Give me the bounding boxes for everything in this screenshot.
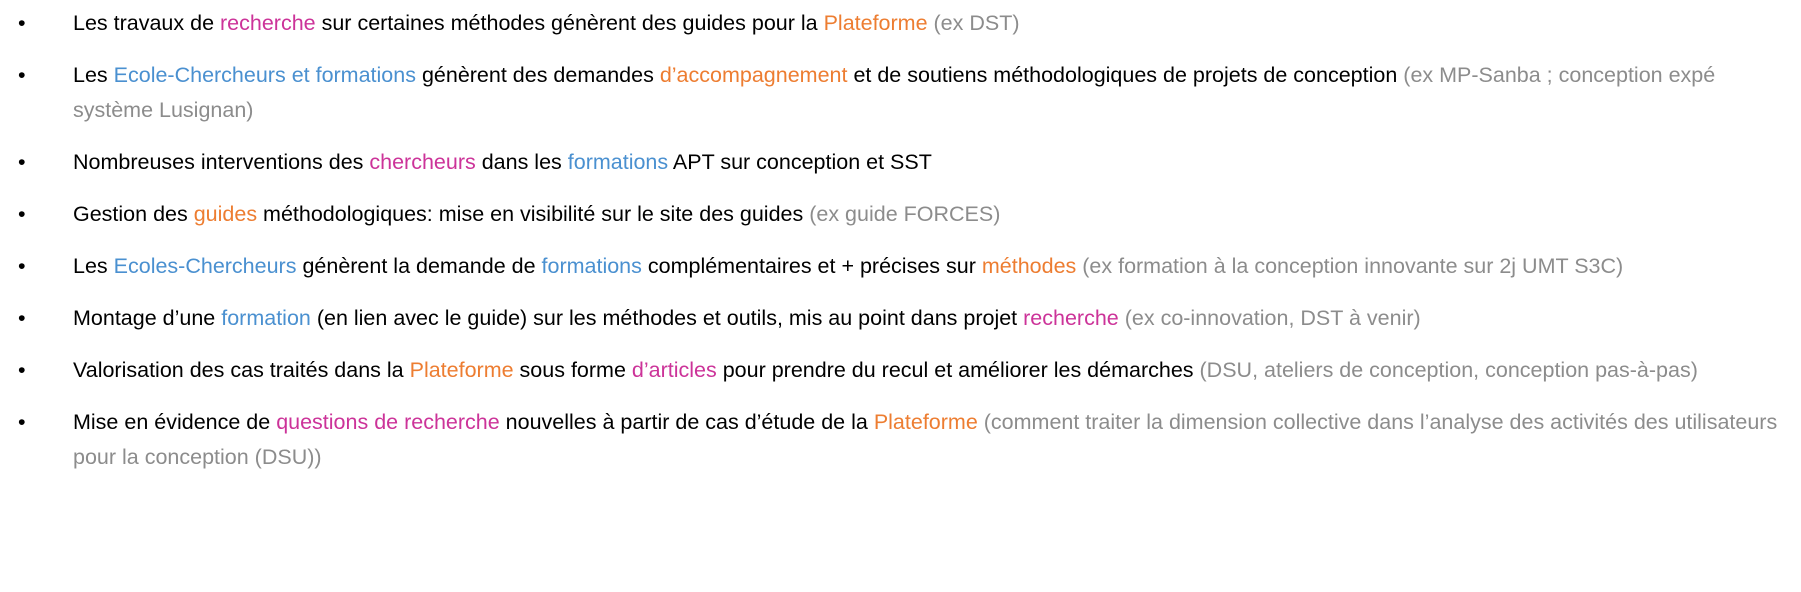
bullet-dot-icon: • bbox=[18, 63, 26, 87]
bullet-text-segment: Gestion des bbox=[73, 202, 194, 226]
bullet-text-segment: Les travaux de bbox=[73, 11, 221, 35]
bullet-item bbox=[18, 301, 1788, 336]
bullet-text-segment: recherche bbox=[1023, 306, 1119, 330]
bullet-text-segment: Nombreuses interventions des bbox=[73, 150, 370, 174]
bullet-text-segment: Ecole-Chercheurs et formations bbox=[113, 63, 416, 87]
bullet-text-segment: Ecoles-Chercheurs bbox=[113, 254, 297, 278]
bullet-text-segment: et de soutiens méthodologiques de projets de conception bbox=[847, 63, 1404, 87]
bullet-text-segment: d’accompagnement bbox=[659, 63, 848, 87]
bullet-dot-icon: • bbox=[18, 150, 26, 174]
bullet-text-segment: Valorisation des cas traités dans la bbox=[73, 358, 410, 382]
bullet-text-segment: (comment traiter la dimension collective dans l’analyse des activités des utilisateurs pour la conception (DSU)) bbox=[73, 410, 1778, 469]
bullet-text-segment: (ex MP-Sanba ; conception expé système Lusignan) bbox=[73, 63, 1716, 122]
bullet-item bbox=[18, 197, 1788, 232]
bullet-dot-icon: • bbox=[18, 11, 26, 35]
bullet-list bbox=[18, 6, 1788, 492]
bullet-text-segment: Plateforme bbox=[409, 358, 514, 382]
bullet-text-segment: Plateforme bbox=[873, 410, 978, 434]
bullet-text-segment: Plateforme bbox=[823, 11, 928, 35]
bullet-text-segment: complémentaires et + précises sur bbox=[641, 254, 982, 278]
bullet-text-segment: guides bbox=[193, 202, 258, 226]
bullet-text-segment: Montage d’une bbox=[73, 306, 222, 330]
bullet-text-segment: recherche bbox=[220, 11, 316, 35]
bullet-text-segment: formation bbox=[221, 306, 311, 330]
bullet-text-segment: génèrent des demandes bbox=[415, 63, 660, 87]
bullet-text-segment: (en lien avec le guide) sur les méthodes et outils, mis au point dans projet bbox=[310, 306, 1024, 330]
bullet-text-segment: méthodologiques: mise en visibilité sur le site des guides bbox=[257, 202, 810, 226]
bullet-text-segment: questions de recherche bbox=[276, 410, 500, 434]
bullet-text-segment: Les bbox=[73, 254, 114, 278]
bullet-text-segment: Les bbox=[73, 63, 114, 87]
bullet-text-segment: pour prendre du recul et améliorer les démarches bbox=[716, 358, 1200, 382]
bullet-text-segment: génèrent la demande de bbox=[296, 254, 542, 278]
bullet-text-segment: (ex DST) bbox=[927, 11, 1020, 35]
bullet-item bbox=[18, 405, 1788, 475]
bullet-text-segment: Mise en évidence de bbox=[73, 410, 277, 434]
bullet-text-segment: formations bbox=[567, 150, 669, 174]
bullet-text-segment: méthodes bbox=[981, 254, 1077, 278]
bullet-dot-icon: • bbox=[18, 202, 26, 226]
bullet-dot-icon: • bbox=[18, 254, 26, 278]
bullet-text-segment: d’articles bbox=[631, 358, 717, 382]
bullet-dot-icon: • bbox=[18, 306, 26, 330]
bullet-text-segment: APT sur conception et SST bbox=[668, 150, 932, 174]
bullet-text-segment: sur certaines méthodes génèrent des guides pour la bbox=[315, 11, 824, 35]
bullet-text-segment: (DSU, ateliers de conception, conception pas-à-pas) bbox=[1199, 358, 1698, 382]
bullet-item bbox=[18, 58, 1788, 128]
bullet-item bbox=[18, 353, 1788, 388]
bullet-text-segment: formations bbox=[541, 254, 642, 278]
bullet-text-segment: chercheurs bbox=[369, 150, 476, 174]
bullet-text-segment: dans les bbox=[475, 150, 568, 174]
bullet-dot-icon: • bbox=[18, 358, 26, 382]
bullet-dot-icon: • bbox=[18, 410, 26, 434]
bullet-text-segment: nouvelles à partir de cas d’étude de la bbox=[499, 410, 874, 434]
bullet-text-segment: sous forme bbox=[513, 358, 632, 382]
bullet-item bbox=[18, 145, 1788, 180]
bullet-text-segment: (ex guide FORCES) bbox=[809, 202, 1001, 226]
bullet-item bbox=[18, 6, 1788, 41]
bullet-item bbox=[18, 249, 1788, 284]
bullet-text-segment: (ex co-innovation, DST à venir) bbox=[1118, 306, 1421, 330]
bullet-text-segment: (ex formation à la conception innovante sur 2j UMT S3C) bbox=[1076, 254, 1624, 278]
